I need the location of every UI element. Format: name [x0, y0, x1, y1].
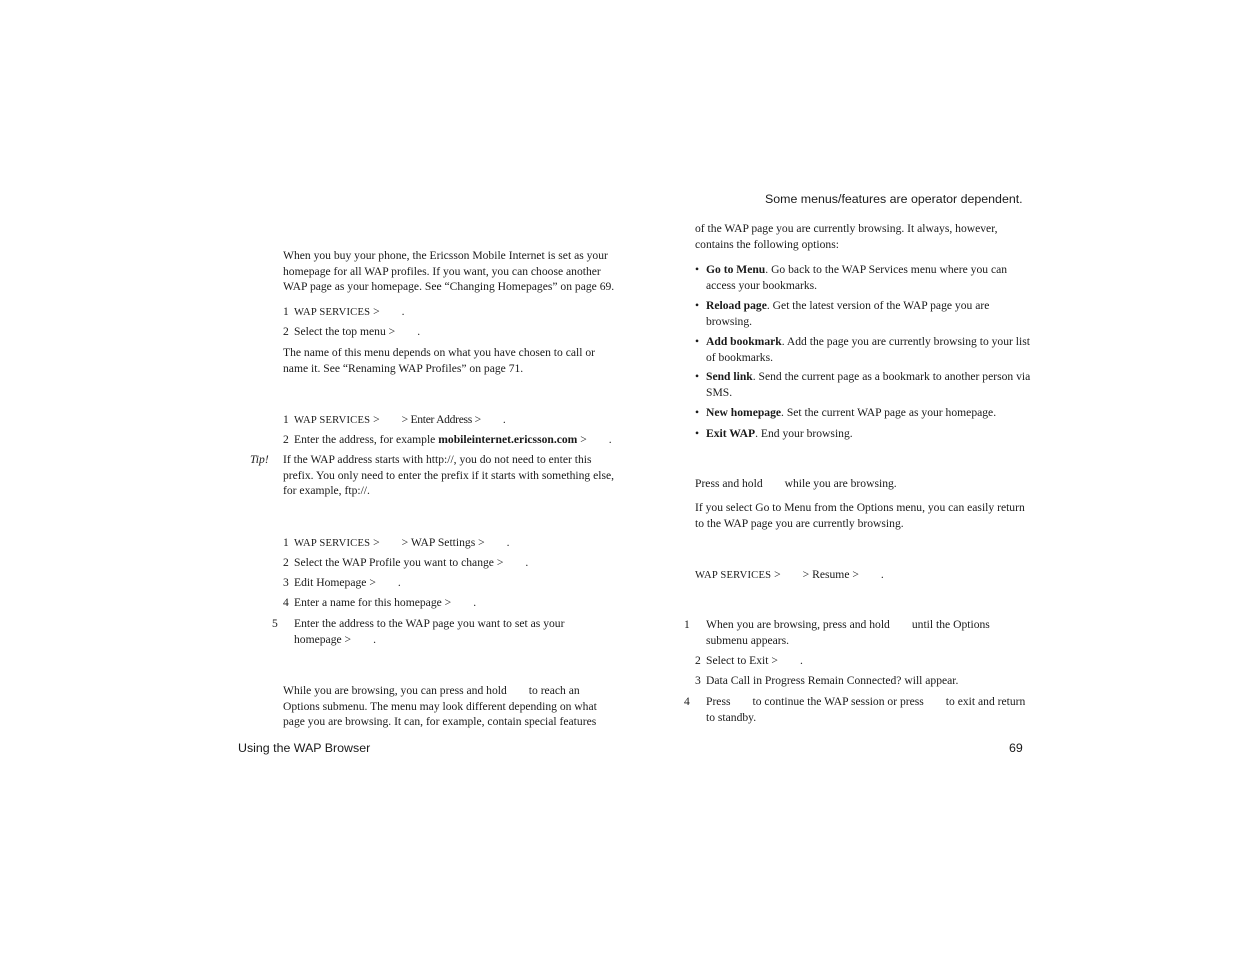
- option-description: . Add the page you are currently browsing to your list of bookmarks.: [706, 335, 1030, 364]
- options-list-item: [695, 405, 1036, 421]
- exit-step-1: 1 When you are browsing, press and hold until the Options submenu appears.: [684, 618, 990, 647]
- s3-step-5: 5 Enter the address to the WAP page you want to set as your homepage > .: [272, 617, 565, 646]
- bullet-mark: •: [695, 406, 700, 419]
- option-name: Exit WAP: [706, 427, 756, 440]
- s3-step-3: 3 Edit Homepage > .: [283, 576, 401, 589]
- s3-step-1: 1 WAP SERVICES > > WAP Settings > .: [283, 536, 510, 549]
- options-list-item: [695, 262, 1036, 293]
- option-description: . Go back to the WAP Services menu where you can access your bookmarks.: [706, 263, 1008, 292]
- bullet-mark: •: [695, 427, 700, 440]
- options-list-item: [695, 426, 1036, 442]
- exit-step-2: 2 Select to Exit > .: [695, 654, 803, 667]
- option-description: . End your browsing.: [755, 427, 853, 440]
- exit-step-3: 3 Data Call in Progress Remain Connected? will appear.: [695, 674, 959, 687]
- s3-step-4: 4 Enter a name for this homepage > .: [283, 596, 477, 609]
- bullet-mark: •: [695, 370, 700, 383]
- resume-path: WAP SERVICES > > Resume > .: [695, 568, 884, 581]
- options-paragraph: While you are browsing, you can press and hold to reach an Options submenu. The menu may look different depending on what page you are browsing. It can, for example, contain special features: [283, 684, 597, 729]
- s2-step-2: 2 Enter the address, for example mobileinternet.ericsson.com > .: [283, 433, 612, 446]
- goto-menu-paragraph: If you select Go to Menu from the Options menu, you can easily return to the WAP page you are currently browsing.: [695, 501, 1025, 530]
- s1-step-1: 1 WAP SERVICES > .: [283, 305, 405, 318]
- exit-step-4: 4 Press to continue the WAP session or press to exit and return to standby.: [684, 695, 1026, 724]
- options-list-item: [695, 334, 1036, 365]
- s2-step-1: 1 WAP SERVICES > > Enter Address > .: [283, 413, 506, 426]
- option-name: New homepage: [706, 406, 782, 419]
- bullet-mark: •: [695, 299, 700, 312]
- tip-label: Tip!: [250, 453, 269, 466]
- tip-text: If the WAP address starts with http://, you do not need to enter this prefix. You only need to enter the prefix if it starts with something else, for example, ftp://.: [283, 453, 615, 498]
- operator-note: Some menus/features are operator dependent.: [765, 192, 1023, 206]
- footer-chapter: Using the WAP Browser: [238, 741, 371, 755]
- press-hold-line: Press and hold while you are browsing.: [695, 477, 897, 490]
- options-list-item: [695, 369, 1036, 400]
- options-continued: of the WAP page you are currently browsing. It always, however, contains the following options:: [695, 222, 998, 251]
- option-description: . Get the latest version of the WAP page you are browsing.: [706, 299, 990, 328]
- option-name: Go to Menu: [706, 263, 766, 276]
- bullet-mark: •: [695, 335, 700, 348]
- option-description: . Send the current page as a bookmark to another person via SMS.: [706, 370, 1031, 399]
- bullet-mark: •: [695, 263, 700, 276]
- page-number: 69: [1009, 741, 1023, 755]
- s3-step-2: 2 Select the WAP Profile you want to change > .: [283, 556, 529, 569]
- s1-note: The name of this menu depends on what you have chosen to call or name it. See “Renaming WAP Profiles” on page 71.: [283, 346, 595, 375]
- option-description: . Set the current WAP page as your homepage.: [781, 406, 997, 419]
- option-name: Send link: [706, 370, 753, 383]
- option-name: Add bookmark: [706, 335, 782, 348]
- option-name: Reload page: [706, 299, 767, 312]
- options-list-item: [695, 298, 1036, 329]
- intro-paragraph: When you buy your phone, the Ericsson Mobile Internet is set as your homepage for all WAP profiles. If you want, you can choose another WAP page as your homepage. See “Changing Homepages” on page 69.: [283, 249, 615, 294]
- s1-step-2: 2 Select the top menu > .: [283, 325, 421, 338]
